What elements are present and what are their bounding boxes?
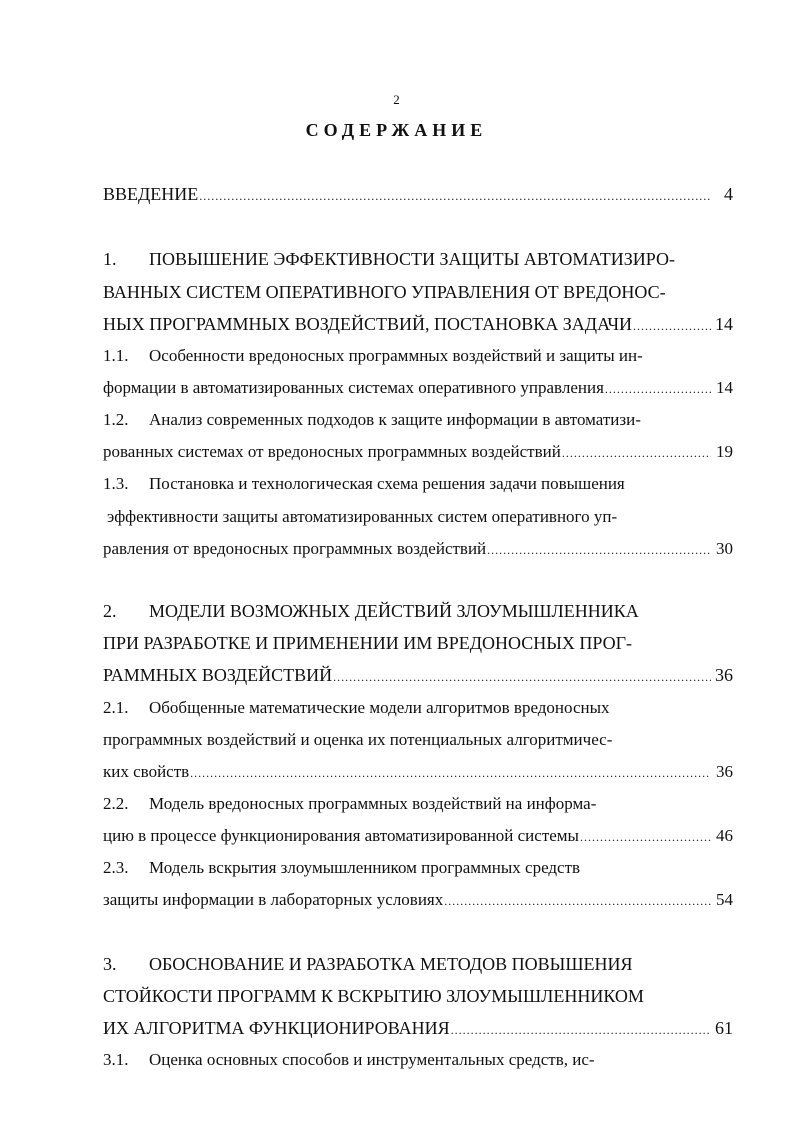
- section-number: 2.: [103, 601, 117, 621]
- toc-entry-text: формации в автоматизированных системах оперативного управления: [103, 378, 604, 397]
- toc-page: 14: [715, 314, 733, 334]
- toc-subsection-1-2-line-2[interactable]: [103, 442, 733, 462]
- toc-entry-text: ВАННЫХ СИСТЕМ ОПЕРАТИВНОГО УПРАВЛЕНИЯ ОТ ВРЕДОНОС-: [103, 282, 666, 302]
- toc-page: 36: [715, 665, 733, 685]
- toc-subsection-1-1-line-2[interactable]: [103, 378, 733, 398]
- dot-leader: [444, 894, 711, 909]
- toc-page: 36: [716, 762, 733, 781]
- dot-leader: [487, 543, 711, 558]
- toc-entry-text: ИХ АЛГОРИТМА ФУНКЦИОНИРОВАНИЯ: [103, 1018, 450, 1038]
- toc-subsection-1-3-line-2: [107, 507, 737, 527]
- toc-entry-text: ПОВЫШЕНИЕ ЭФФЕКТИВНОСТИ ЗАЩИТЫ АВТОМАТИЗИРО-: [149, 249, 676, 269]
- toc-entry-text: НЫХ ПРОГРАММНЫХ ВОЗДЕЙСТВИЙ, ПОСТАНОВКА ЗАДАЧИ: [103, 314, 633, 334]
- toc-entry-text: ОБОСНОВАНИЕ И РАЗРАБОТКА МЕТОДОВ ПОВЫШЕНИЯ: [149, 954, 633, 974]
- toc-page: 19: [716, 442, 733, 461]
- toc-entry-text: СТОЙКОСТИ ПРОГРАММ К ВСКРЫТИЮ ЗЛОУМЫШЛЕННИКОМ: [103, 986, 644, 1006]
- toc-entry-text: Оценка основных способов и инструментальных средств, ис-: [149, 1050, 595, 1069]
- toc-subsection-1-1[interactable]: [103, 346, 733, 366]
- page-number: 2: [393, 92, 400, 107]
- dot-leader: [562, 446, 711, 461]
- toc-subsection-1-3[interactable]: [103, 474, 733, 494]
- toc-page: 54: [716, 890, 733, 909]
- toc-subsection-2-2-line-2[interactable]: [103, 826, 733, 846]
- toc-entry-text: рованных системах от вредоносных программных воздействий: [103, 442, 561, 461]
- toc-subsection-2-3[interactable]: [103, 858, 733, 878]
- toc-entry-text: ких свойств: [103, 762, 190, 781]
- section-number: 1.2.: [103, 410, 129, 429]
- toc-subsection-2-1-line-2: [103, 730, 733, 750]
- toc-subsection-2-1-line-3[interactable]: [103, 762, 733, 782]
- toc-entry-text: МОДЕЛИ ВОЗМОЖНЫХ ДЕЙСТВИЙ ЗЛОУМЫШЛЕННИКА: [149, 601, 639, 621]
- dot-leader: [190, 766, 711, 781]
- toc-page: 14: [716, 378, 733, 397]
- section-number: 3.1.: [103, 1050, 129, 1069]
- toc-section-3-line-1[interactable]: [103, 954, 733, 975]
- toc-subsection-1-2[interactable]: [103, 410, 733, 430]
- toc-page: 4: [724, 184, 733, 204]
- toc-entry-text: программных воздействий и оценка их потенциальных алгоритмичес-: [103, 730, 613, 749]
- toc-entry-text: цию в процессе функционирования автоматизированной системы: [103, 826, 579, 845]
- dot-leader: [605, 382, 711, 397]
- toc-entry-intro[interactable]: [103, 184, 733, 205]
- dot-leader: [199, 189, 711, 204]
- section-number: 2.3.: [103, 858, 129, 877]
- dot-leader: [580, 830, 711, 845]
- toc-subsection-2-2[interactable]: [103, 794, 733, 814]
- toc-entry-text: Обобщенные математические модели алгоритмов вредоносных: [149, 698, 610, 717]
- toc-subsection-3-1[interactable]: [103, 1050, 733, 1070]
- section-number: 1.3.: [103, 474, 129, 493]
- toc-entry-text: Анализ современных подходов к защите информации в автоматизи-: [149, 410, 641, 429]
- toc-subsection-1-3-line-3[interactable]: [103, 539, 733, 559]
- toc-entry-text: эффективности защиты автоматизированных систем оперативного уп-: [107, 507, 618, 526]
- toc-entry-text: защиты информации в лабораторных условиях: [103, 890, 444, 909]
- toc-section-2-line-2: [103, 633, 733, 654]
- toc-subsection-2-3-line-2[interactable]: [103, 890, 733, 910]
- toc-section-3-line-2: [103, 986, 733, 1007]
- toc-entry-text: Особенности вредоносных программных воздействий и защиты ин-: [149, 346, 643, 365]
- toc-entry-text: ПРИ РАЗРАБОТКЕ И ПРИМЕНЕНИИ ИМ ВРЕДОНОСНЫХ ПРОГ-: [103, 633, 633, 653]
- toc-entry-text: РАММНЫХ ВОЗДЕЙСТВИЙ: [103, 665, 333, 685]
- toc-entry-text: Модель вредоносных программных воздействий на информа-: [149, 794, 597, 813]
- dot-leader: [333, 670, 711, 685]
- toc-section-1-line-3[interactable]: [103, 314, 733, 335]
- toc-section-3-line-3[interactable]: [103, 1018, 733, 1039]
- toc-section-2-line-1[interactable]: [103, 601, 733, 622]
- toc-page: 61: [715, 1018, 733, 1038]
- toc-page: 30: [716, 539, 733, 558]
- section-number: 3.: [103, 954, 117, 974]
- dot-leader: [633, 319, 711, 334]
- toc-page: 46: [716, 826, 733, 845]
- toc-section-2-line-3[interactable]: [103, 665, 733, 686]
- toc-subsection-2-1[interactable]: [103, 698, 733, 718]
- toc-entry-text: ВВЕДЕНИЕ: [103, 184, 199, 204]
- toc-entry-text: Постановка и технологическая схема решения задачи повышения: [149, 474, 625, 493]
- toc-section-1-line-1[interactable]: [103, 249, 733, 270]
- section-number: 1.1.: [103, 346, 129, 365]
- toc-entry-text: равления от вредоносных программных воздействий: [103, 539, 487, 558]
- section-number: 2.1.: [103, 698, 129, 717]
- toc-section-1-line-2: [103, 282, 733, 303]
- dot-leader: [451, 1023, 711, 1038]
- section-number: 1.: [103, 249, 117, 269]
- toc-title: СОДЕРЖАНИЕ: [305, 120, 488, 140]
- toc-entry-text: Модель вскрытия злоумышленником программных средств: [149, 858, 581, 877]
- section-number: 2.2.: [103, 794, 129, 813]
